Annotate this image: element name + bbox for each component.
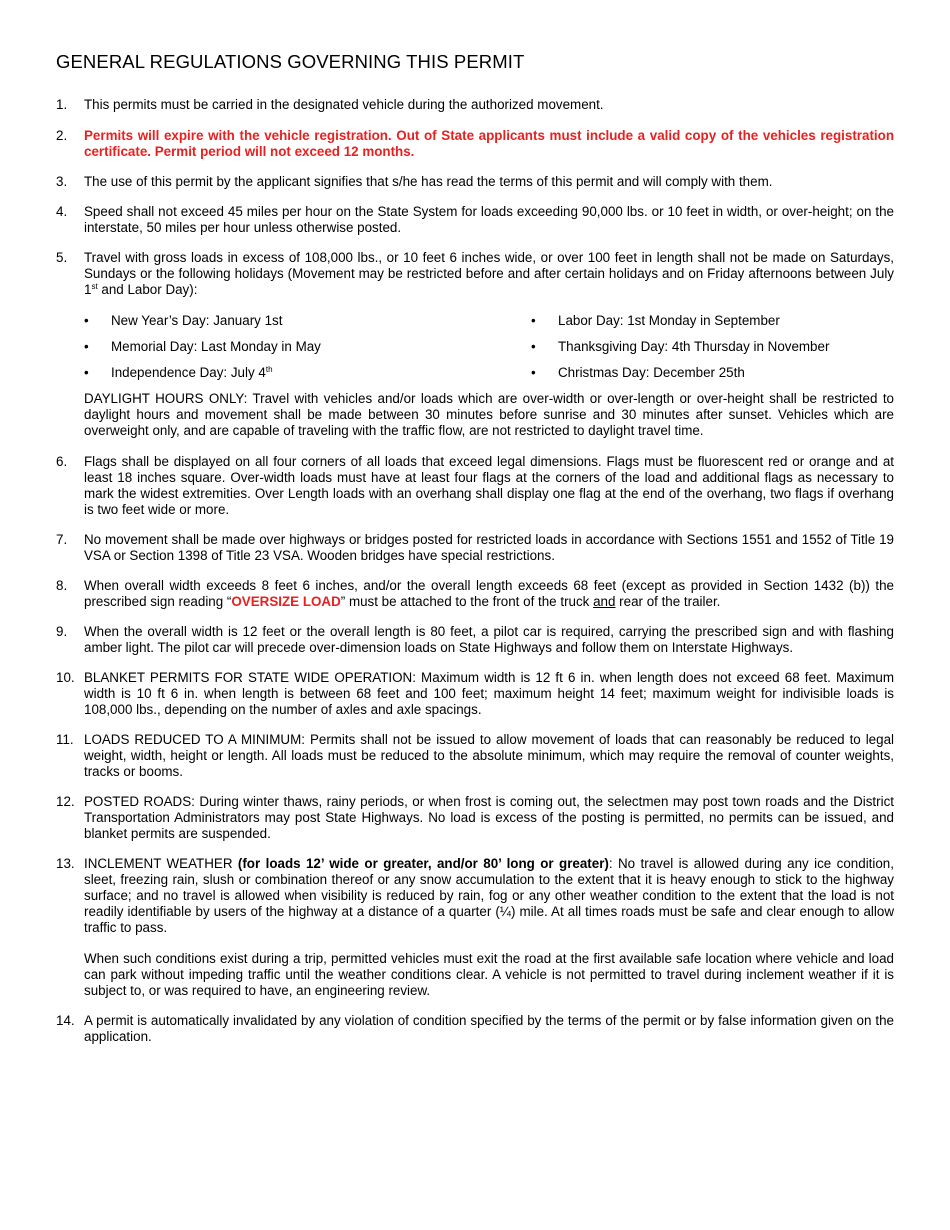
regulation-item-14	[56, 1013, 894, 1045]
item-number: 14.	[56, 1013, 75, 1028]
registration-expiry-notice: Permits will expire with the vehicle registration. Out of State applicants must include a valid copy of the vehicles registration certificate. Permit period will not exceed 12 months.	[84, 128, 894, 159]
item-number: 8.	[56, 578, 68, 593]
item-number: 6.	[56, 454, 68, 469]
holiday-text: Labor Day: 1st Monday in September	[558, 313, 780, 328]
inclement-weather-note: When such conditions exist during a trip, permitted vehicles must exit the road at the first available safe location where vehicle and load can park without impeding traffic until the weather conditions clear. A vehicle is not permitted to travel during inclement weather if it is subject to, or was required to have, an engineering review.	[84, 951, 894, 998]
bullet-icon: •	[84, 365, 89, 380]
item-number: 3.	[56, 174, 68, 189]
weather-scope-bold: (for loads 12’ wide or greater, and/or 80’ long or greater)	[237, 856, 609, 871]
regulation-item-8	[56, 578, 894, 610]
item-text: POSTED ROADS: During winter thaws, rainy periods, or when frost is coming out, the selectmen may post town roads and the District Transportation Administrators may post State Highways. No load is excess of the posting is permitted, no permits can be issued, and blanket permits are suspended.	[84, 794, 894, 841]
item-number: 7.	[56, 532, 68, 547]
item-number: 11.	[56, 732, 74, 747]
item-text	[84, 856, 894, 936]
item-number: 5.	[56, 250, 68, 265]
item-text: Flags shall be displayed on all four corners of all loads that exceed legal dimensions. Flags must be fluorescent red or orange and at least 18 inches square. Over-width loads must have at least four flags at the corners of the load and additional flags as necessary to mark the widest extremities. Over Length loads with an overhang shall display one flag at the end of the overhang, two flags if overhang is two feet wide or more.	[84, 454, 894, 517]
item-number: 4.	[56, 204, 68, 219]
item-number: 1.	[56, 97, 68, 112]
page-title: GENERAL REGULATIONS GOVERNING THIS PERMIT	[56, 51, 525, 72]
oversize-load-label: OVERSIZE LOAD	[231, 594, 341, 609]
regulation-item-4	[56, 204, 894, 236]
daylight-hours-note: DAYLIGHT HOURS ONLY: Travel with vehicles and/or loads which are over-width or over-length or over-height shall be restricted to daylight hours and movement shall be made between 30 minutes before sunrise and 30 minutes after sunset. Vehicles which are overweight only, and are capable of traveling with the traffic flow, are not restricted to daylight travel time.	[84, 391, 894, 438]
regulation-item-5	[56, 250, 894, 298]
item-text: The use of this permit by the applicant signifies that s/he has read the terms of this permit and will comply with them.	[84, 174, 773, 189]
item-text: Speed shall not exceed 45 miles per hour on the State System for loads exceeding 90,000 lbs. or 10 feet in width, or over-height; on the interstate, 50 miles per hour unless otherwise posted.	[84, 204, 894, 235]
bullet-icon: •	[531, 339, 536, 354]
item-text: No movement shall be made over highways or bridges posted for restricted loads in accordance with Sections 1551 and 1552 of Title 19 VSA or Section 1398 of Title 23 VSA. Wooden bridges have special restrictions.	[84, 532, 894, 563]
bullet-icon: •	[531, 365, 536, 380]
holiday-text: New Year’s Day: January 1st	[111, 313, 283, 328]
item-text-part: Travel with gross loads in excess of 108,000 lbs., or 10 feet 6 inches wide, or over 100 feet in length shall not be made on Saturdays, Sundays or the following holidays (Movement may be restricted before and after certain holidays and on Friday afternoons between July 1	[84, 250, 894, 297]
item-text: BLANKET PERMITS FOR STATE WIDE OPERATION: Maximum width is 12 ft 6 in. when length does not exceed 68 feet. Maximum width is 10 ft 6 in. when length is between 68 feet and 100 feet; maximum height 14 feet; maximum weight for indivisible loads is 108,000 lbs., depending on the number of axles and axle spacings.	[84, 670, 894, 717]
bullet-icon: •	[84, 339, 89, 354]
bullet-icon: •	[84, 313, 89, 328]
item-text	[84, 250, 894, 298]
holiday-text: Memorial Day: Last Monday in May	[111, 339, 321, 354]
item-text-part: rear of the trailer.	[615, 594, 721, 609]
holiday-text: Thanksgiving Day: 4th Thursday in November	[558, 339, 830, 354]
item-text-part: ” must be attached to the front of the truck	[340, 594, 594, 609]
superscript: th	[265, 365, 273, 374]
regulation-item-12	[56, 794, 894, 842]
regulation-item-3	[56, 174, 894, 190]
item-text-part: INCLEMENT WEATHER	[84, 856, 238, 871]
item-number: 10.	[56, 670, 75, 685]
item-number: 13.	[56, 856, 75, 871]
item-text: LOADS REDUCED TO A MINIMUM: Permits shall not be issued to allow movement of loads that can reasonably be reduced to legal weight, width, height or length. All loads must be reduced to the absolute minimum, which may require the removal of counter weights, tracks or booms.	[84, 732, 894, 779]
holiday-text-part: Independence Day: July 4	[111, 365, 266, 380]
regulation-item-9	[56, 624, 894, 656]
item-number: 12.	[56, 794, 75, 809]
item-text	[84, 578, 894, 610]
item-number: 2.	[56, 128, 68, 143]
regulation-item-2	[56, 128, 894, 160]
item-text: A permit is automatically invalidated by any violation of condition specified by the terms of the permit or by false information given on the application.	[84, 1013, 894, 1044]
item-text: When the overall width is 12 feet or the overall length is 80 feet, a pilot car is required, carrying the prescribed sign and with flashing amber light. The pilot car will precede over-dimension loads on State Highways and follow them on Interstate Highways.	[84, 624, 894, 655]
holiday-text: Christmas Day: December 25th	[558, 365, 745, 380]
regulation-item-11	[56, 732, 894, 780]
item-text-part: and Labor Day):	[97, 282, 198, 297]
regulation-item-1	[56, 97, 894, 113]
regulation-item-13	[56, 856, 894, 936]
item-text-part: : No travel is allowed during any ice condition, sleet, freezing rain, slush or combination thereof or any snow accumulation to the extent that it is heavy enough to stick to the highway surface; and no travel is allowed when visibility is reduced by rain, fog or any other weather condition to the extent that the load is not readily identifiable by users of the highway at a distance of a quarter (¼) mile. At all times roads must be safe and clear enough to allow traffic to pass.	[84, 856, 894, 935]
holiday-text	[111, 365, 273, 381]
regulation-item-10	[56, 670, 894, 718]
regulation-item-7	[56, 532, 894, 564]
underlined-word: and	[593, 594, 616, 609]
bullet-icon: •	[531, 313, 536, 328]
item-number: 9.	[56, 624, 68, 639]
regulation-item-6	[56, 454, 894, 518]
item-text-part: When overall width exceeds 8 feet 6 inches, and/or the overall length exceeds 68 feet (except as provided in Section 1432 (b)) the prescribed sign reading “	[84, 578, 894, 609]
superscript: st	[91, 282, 98, 291]
item-text: This permits must be carried in the designated vehicle during the authorized movement.	[84, 97, 604, 112]
